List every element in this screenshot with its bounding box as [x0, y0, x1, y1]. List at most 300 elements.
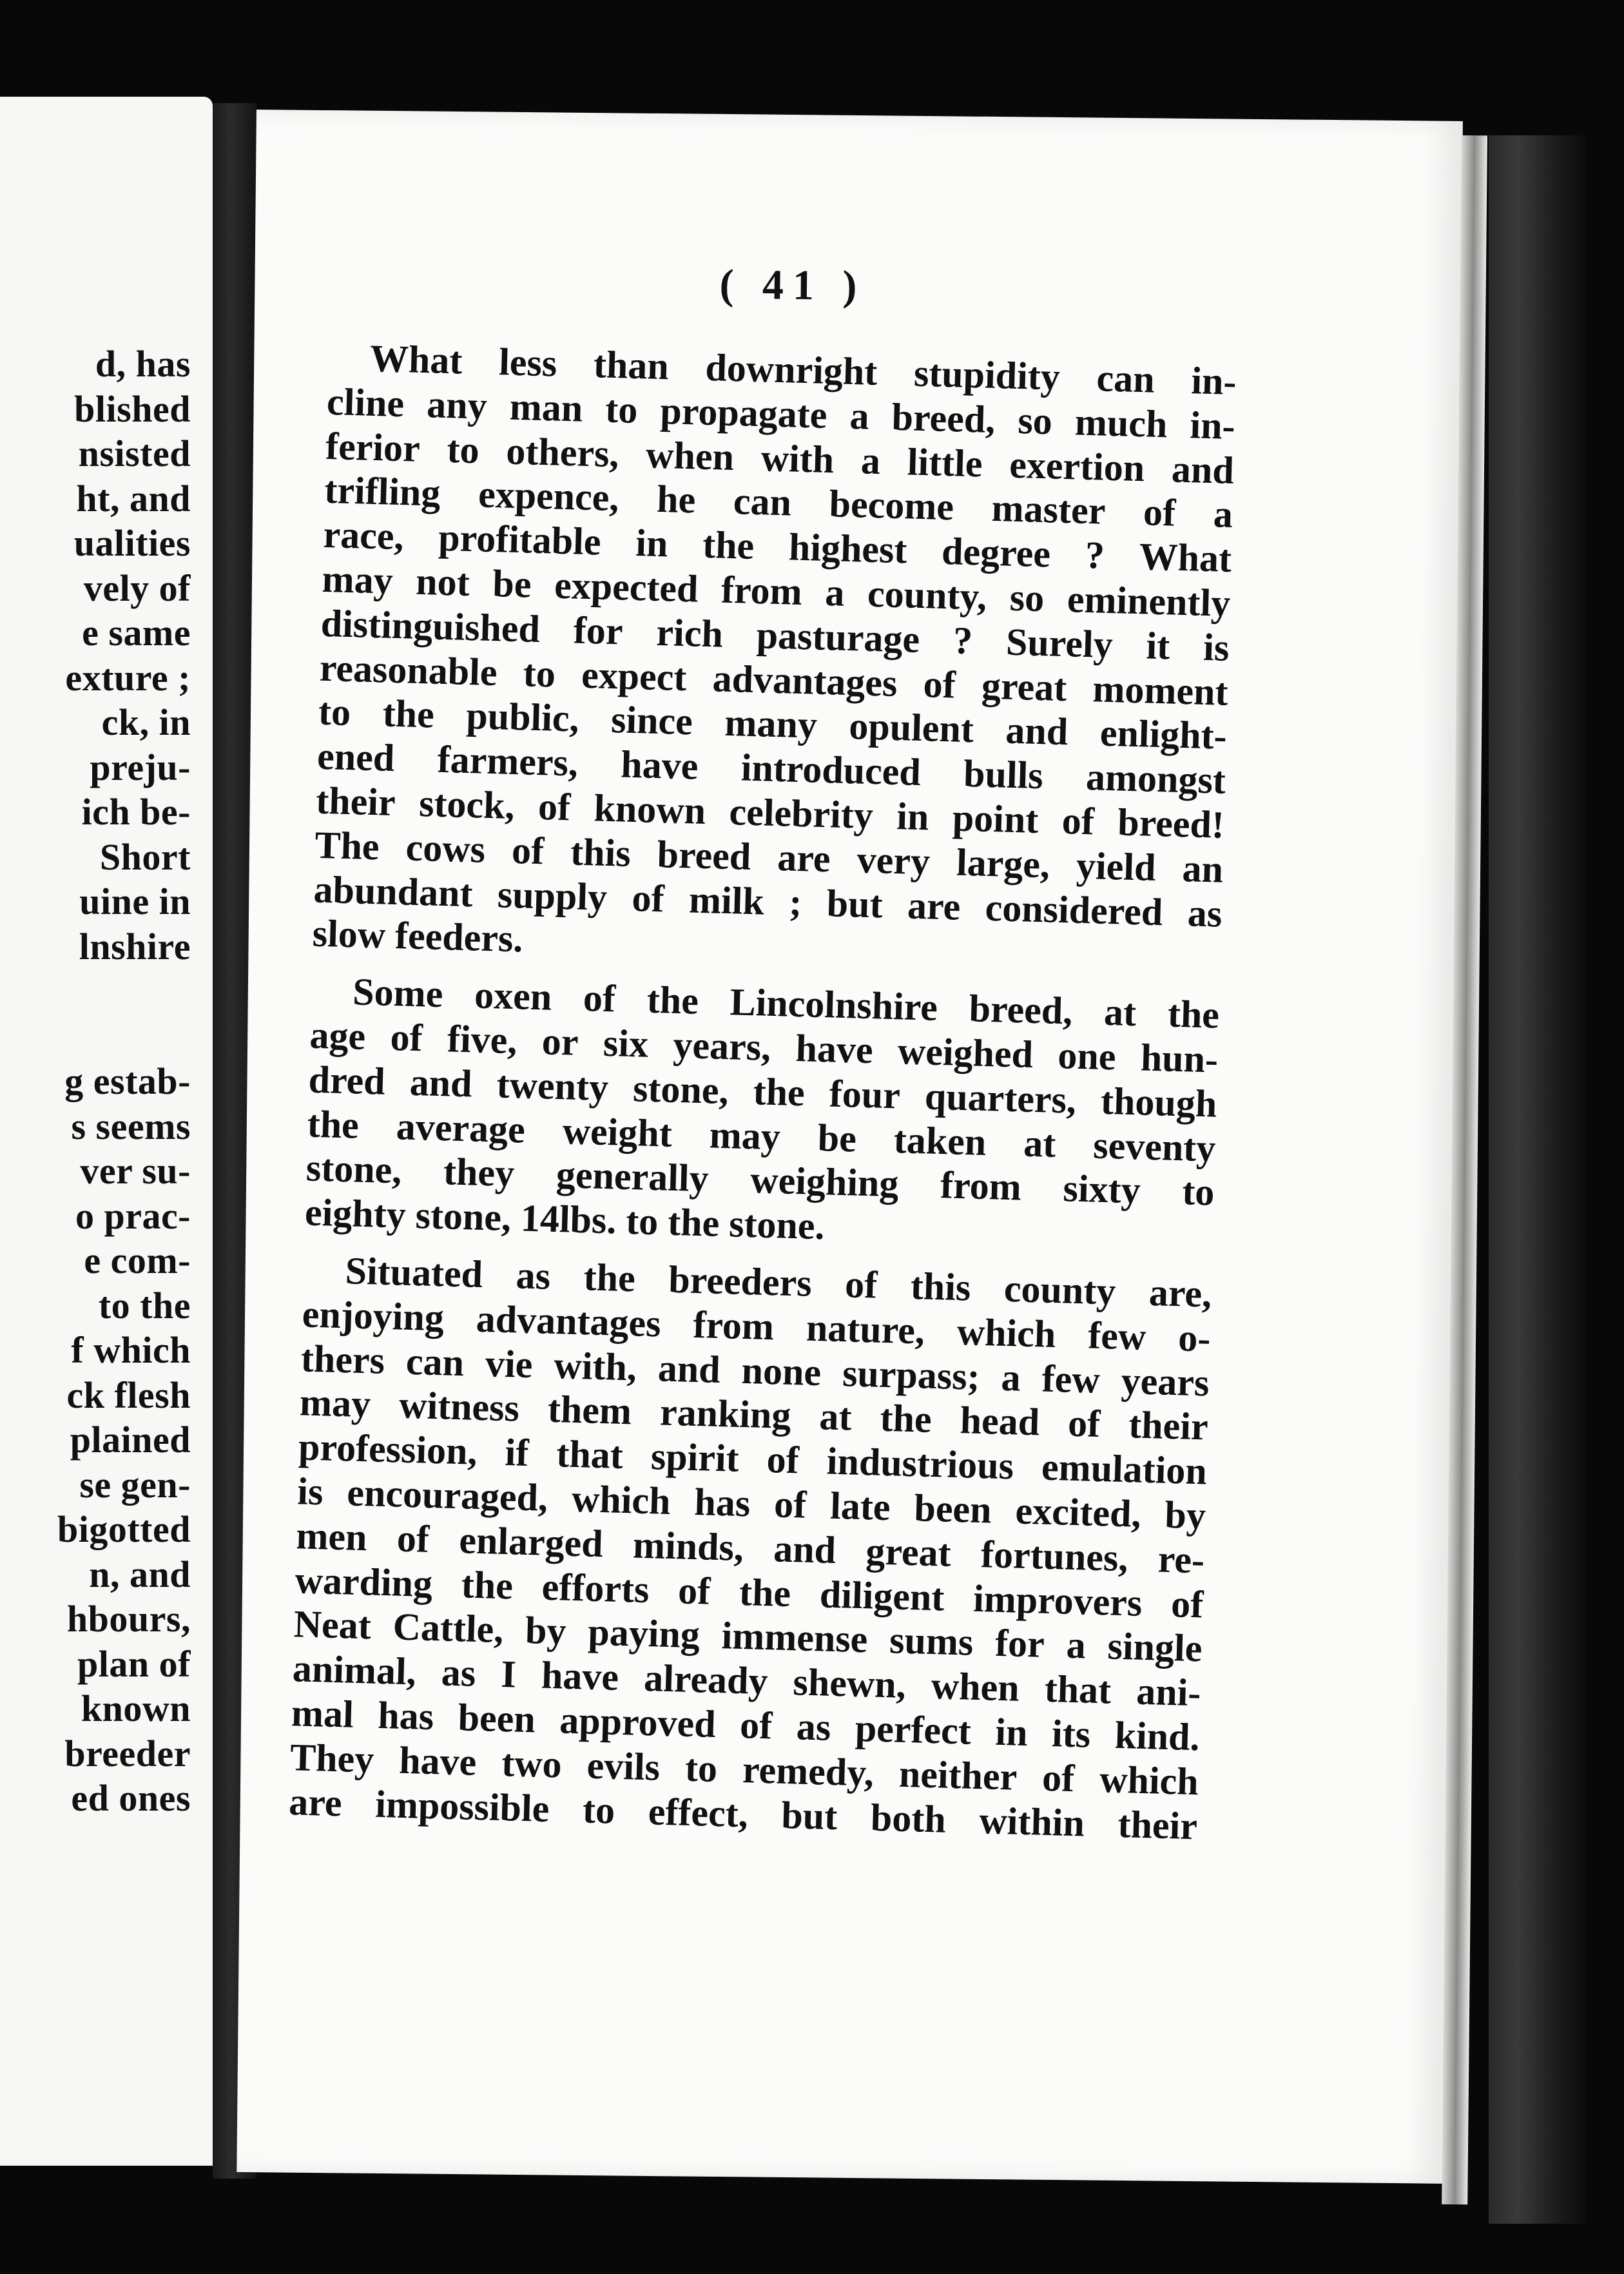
word: opulent	[848, 705, 974, 751]
facing-page-line: uine in	[79, 880, 191, 922]
word: point	[952, 796, 1039, 842]
word: o-	[1177, 1316, 1212, 1360]
word: generally	[556, 1153, 710, 1200]
word: weight	[561, 1109, 673, 1155]
word: Situated	[344, 1249, 483, 1296]
word: but	[826, 881, 884, 926]
word: surpass;	[842, 1351, 981, 1398]
book-cover-edge	[1489, 135, 1585, 2224]
word: ani-	[1136, 1669, 1202, 1715]
word: of	[389, 1015, 423, 1060]
word: if	[504, 1431, 530, 1475]
word: master	[991, 487, 1107, 533]
word: enlarged	[458, 1518, 604, 1565]
word: to	[446, 427, 480, 471]
word: considered	[984, 886, 1164, 933]
word: race,	[322, 513, 405, 558]
word: as	[796, 1705, 832, 1749]
word: to	[582, 1788, 616, 1832]
word: breed	[656, 832, 752, 878]
word: of	[396, 1517, 430, 1560]
word: at	[818, 1395, 853, 1439]
word: and	[773, 1527, 836, 1571]
text-line: slow feeders.	[311, 912, 524, 960]
facing-page-line: plan of	[77, 1642, 191, 1685]
word: of	[1041, 1756, 1076, 1800]
word: both	[870, 1796, 947, 1841]
word: very	[856, 838, 931, 883]
facing-page-line: se gen-	[79, 1463, 191, 1506]
word: years	[1120, 1359, 1210, 1404]
word: impossible	[374, 1782, 550, 1830]
facing-page-line: ck flesh	[66, 1374, 191, 1416]
word: has	[693, 1480, 751, 1525]
word: as	[515, 1254, 552, 1297]
word: for	[573, 608, 624, 653]
facing-page-line: Short	[99, 835, 191, 878]
word: be	[817, 1116, 857, 1160]
word: highest	[788, 525, 908, 572]
word: large,	[956, 841, 1050, 886]
paragraph	[304, 969, 1220, 1259]
page-number: ( 41 )	[719, 260, 866, 310]
word: than	[593, 343, 670, 388]
word: of	[537, 785, 572, 829]
word: when	[931, 1664, 1020, 1709]
word: profession,	[298, 1425, 478, 1473]
word: perfect	[855, 1706, 972, 1753]
word: advantages	[476, 1297, 662, 1345]
word: the	[461, 1562, 514, 1607]
word: their	[315, 779, 396, 824]
word: is	[1203, 625, 1230, 669]
word: to	[604, 387, 639, 431]
word: excited,	[1014, 1489, 1142, 1535]
word: are	[288, 1780, 343, 1824]
word: paying	[587, 1610, 701, 1657]
word: been	[457, 1696, 536, 1741]
word: from	[940, 1163, 1022, 1209]
word: neither	[898, 1752, 1018, 1798]
word: their	[1117, 1802, 1198, 1847]
word: can	[405, 1339, 465, 1384]
word: immense	[720, 1614, 869, 1661]
word: for	[994, 1622, 1045, 1666]
facing-page-line: ich be-	[81, 791, 191, 833]
word: mal	[291, 1691, 354, 1736]
word: has	[377, 1693, 435, 1738]
word: since	[610, 698, 693, 743]
word: so	[1009, 576, 1045, 620]
word: witness	[398, 1383, 520, 1430]
word: downright	[704, 345, 878, 394]
word: taken	[893, 1118, 987, 1163]
word: the	[307, 1102, 360, 1147]
word: to	[318, 690, 352, 734]
word: introduced	[740, 746, 922, 794]
word: be	[492, 562, 532, 606]
word: breed!	[1117, 801, 1225, 846]
word: can	[733, 480, 792, 524]
word: and	[657, 1346, 721, 1391]
word: quarters,	[924, 1074, 1077, 1122]
facing-page-line: ualities	[73, 522, 191, 564]
word: thers	[300, 1336, 385, 1382]
word: single	[1107, 1624, 1203, 1670]
word: been	[913, 1486, 992, 1531]
word: county,	[867, 572, 988, 618]
word: I	[500, 1653, 517, 1696]
word: breed,	[968, 987, 1074, 1033]
word: encouraged,	[346, 1471, 548, 1519]
word: that	[556, 1432, 624, 1477]
word: as	[441, 1651, 477, 1695]
word: hun-	[1140, 1036, 1219, 1081]
word: at	[1103, 991, 1137, 1035]
word: a	[860, 439, 881, 482]
word: already	[643, 1657, 769, 1703]
word: Cattle,	[392, 1605, 505, 1651]
word: pasturage	[755, 613, 921, 661]
word: stone,	[305, 1146, 403, 1192]
word: farmers,	[436, 737, 579, 784]
facing-page-line: n, and	[89, 1553, 191, 1595]
word: trifling	[324, 469, 441, 515]
word: breed,	[891, 395, 996, 441]
word: re-	[1157, 1537, 1205, 1582]
word: county	[1003, 1267, 1117, 1313]
text-line: eighty stone, 14lbs. to the stone.	[304, 1190, 826, 1248]
word: stock,	[418, 782, 516, 828]
facing-page-line: lnshire	[79, 925, 191, 967]
word: seventy	[1092, 1123, 1217, 1170]
word: public,	[465, 694, 580, 741]
word: rich	[655, 610, 724, 656]
word: cline	[326, 380, 405, 425]
word: are,	[1148, 1270, 1213, 1316]
word: of	[1061, 799, 1095, 843]
word: dred	[307, 1058, 386, 1103]
word: men	[295, 1514, 368, 1559]
facing-page-line: nsisted	[78, 432, 191, 474]
facing-page-line: e com-	[84, 1239, 191, 1281]
word: the	[583, 1256, 636, 1300]
word: much	[1074, 400, 1168, 446]
facing-page-line: o prac-	[75, 1194, 191, 1237]
facing-page-line: bigotted	[57, 1508, 191, 1550]
word: late	[829, 1484, 891, 1529]
facing-page-fragment	[0, 97, 213, 2166]
word: is	[296, 1470, 324, 1513]
facing-page-line: ver su-	[80, 1150, 191, 1192]
word: cows	[405, 826, 486, 871]
word: of	[583, 977, 616, 1020]
word: have	[398, 1738, 478, 1783]
word: profitable	[438, 516, 602, 563]
word: of	[844, 1263, 878, 1307]
word: emulation	[1041, 1445, 1208, 1493]
word: of	[1067, 1401, 1101, 1446]
word: expect	[581, 653, 688, 699]
word: expected	[554, 563, 699, 610]
word: this	[570, 830, 632, 875]
word: years,	[672, 1023, 772, 1069]
word: a	[849, 394, 870, 438]
word: shewn,	[792, 1660, 907, 1707]
word: of	[631, 876, 665, 920]
word: of	[922, 662, 956, 706]
word: in	[994, 1710, 1029, 1754]
word: vie	[485, 1341, 534, 1386]
word: and	[409, 1060, 473, 1105]
word: weighed	[897, 1029, 1034, 1076]
facing-page-line: preju-	[90, 746, 191, 788]
word: in	[896, 795, 930, 839]
word: in-	[1189, 403, 1236, 447]
word: two	[501, 1741, 563, 1786]
word: a	[1213, 492, 1233, 536]
word: are	[907, 884, 962, 928]
facing-page-line: ht, and	[76, 477, 191, 520]
facing-page-line: to the	[98, 1284, 191, 1326]
word: improvers	[972, 1577, 1143, 1624]
word: man	[509, 385, 584, 430]
word: ferior	[325, 424, 421, 470]
word: known	[593, 786, 706, 833]
word: which	[1099, 1757, 1199, 1803]
word: have	[620, 743, 699, 788]
word: amongst	[1085, 755, 1226, 802]
word: many	[724, 701, 818, 747]
word: ?	[952, 619, 974, 662]
word: from	[720, 568, 803, 613]
word: which	[956, 1310, 1057, 1356]
word: may	[708, 1113, 781, 1158]
word: kind.	[1114, 1713, 1201, 1759]
word: yield	[1076, 844, 1157, 889]
word: enlight-	[1099, 711, 1228, 758]
word: breeders	[668, 1258, 813, 1305]
word: evils	[586, 1744, 661, 1789]
word: within	[978, 1798, 1085, 1845]
word: when	[645, 432, 735, 478]
word: at	[1023, 1122, 1057, 1165]
word: industrious	[826, 1439, 1014, 1488]
word: few	[1041, 1357, 1101, 1401]
word: The	[314, 823, 380, 868]
word: stone,	[632, 1066, 730, 1112]
word: four	[829, 1072, 901, 1117]
facing-page-line: f which	[71, 1329, 191, 1371]
word: may	[299, 1381, 372, 1426]
word: few	[1087, 1314, 1147, 1358]
word: remedy,	[742, 1747, 875, 1794]
word: ened	[316, 734, 396, 780]
word: sums	[889, 1618, 974, 1664]
word: or	[541, 1020, 579, 1064]
word: any	[426, 382, 488, 427]
word: so	[1017, 398, 1053, 443]
word: which	[571, 1477, 672, 1522]
facing-page-line: d, has	[95, 343, 191, 385]
word: enjoying	[302, 1292, 445, 1339]
word: Neat	[293, 1602, 372, 1647]
word: to	[684, 1746, 718, 1790]
word: effect,	[648, 1789, 749, 1835]
word: as	[1186, 891, 1223, 935]
word: have	[795, 1026, 874, 1072]
word: sixty	[1062, 1167, 1141, 1212]
word: expence,	[478, 472, 620, 520]
facing-page-line: s seems	[71, 1105, 191, 1147]
word: minds,	[632, 1523, 744, 1569]
word: not	[415, 559, 470, 605]
word: warding	[294, 1558, 433, 1605]
facing-page-line: blished	[74, 387, 191, 430]
word: approved	[559, 1698, 717, 1745]
facing-page-line: g estab-	[64, 1060, 191, 1102]
word: their	[1128, 1403, 1209, 1448]
page-body-text	[289, 335, 1237, 1849]
word: bulls	[963, 752, 1044, 797]
word: the	[739, 1570, 792, 1615]
word: average	[396, 1104, 526, 1151]
word: stupidity	[913, 351, 1061, 398]
word: with	[760, 436, 835, 481]
paragraph	[289, 1247, 1213, 1848]
word: the	[1167, 992, 1220, 1036]
word: but	[780, 1793, 838, 1838]
word: efforts	[541, 1565, 650, 1611]
word: degree	[941, 530, 1051, 576]
word: less	[498, 340, 558, 385]
word: are	[777, 835, 831, 880]
word: the	[702, 523, 755, 568]
word: Surely	[1005, 620, 1114, 666]
word: moment	[1092, 666, 1229, 714]
word: supply	[497, 872, 608, 918]
word: a	[824, 570, 846, 614]
word: by	[1164, 1493, 1206, 1537]
word: with,	[553, 1343, 637, 1389]
facing-page-line: e same	[82, 612, 191, 654]
word: can	[1096, 356, 1155, 401]
facing-page-line: plained	[70, 1419, 191, 1461]
word: of	[1143, 491, 1177, 535]
facing-page-line: vely of	[83, 567, 191, 609]
word: the	[646, 978, 699, 1023]
facing-page-text	[0, 342, 191, 1821]
word: in	[635, 521, 669, 565]
word: Some	[352, 970, 444, 1016]
word: advantages	[711, 656, 898, 705]
word: though	[1100, 1079, 1218, 1125]
word: What	[369, 336, 463, 382]
facing-page-line: ck, in	[101, 701, 191, 743]
word: by	[525, 1609, 567, 1653]
word: and	[1171, 447, 1235, 492]
word: age	[309, 1013, 367, 1058]
word: of	[511, 828, 545, 873]
word: this	[910, 1264, 972, 1309]
word: weighing	[749, 1158, 900, 1205]
word: celebrity	[728, 790, 874, 837]
word: nature,	[806, 1306, 925, 1352]
word: oxen	[474, 973, 553, 1018]
word: them	[547, 1388, 632, 1433]
word: great	[981, 664, 1068, 709]
word: great	[865, 1529, 952, 1575]
word: and	[1005, 709, 1069, 753]
word: exertion	[1009, 443, 1146, 489]
facing-page-line: breeder	[64, 1732, 191, 1774]
word: ranking	[659, 1390, 792, 1437]
word: propagate	[659, 389, 828, 436]
paragraph	[312, 335, 1237, 980]
word: a	[1000, 1356, 1021, 1399]
word: twenty	[496, 1063, 609, 1109]
word: become	[828, 482, 954, 529]
word: may	[321, 557, 394, 602]
word: reasonable	[319, 646, 498, 694]
word: from	[692, 1303, 775, 1348]
word: spirit	[650, 1435, 740, 1480]
word: one	[1057, 1033, 1117, 1078]
word: What	[1138, 535, 1232, 581]
word: ?	[1084, 534, 1105, 577]
word: the	[752, 1070, 806, 1114]
word: abundant	[313, 868, 474, 915]
word: milk	[688, 878, 765, 923]
word: They	[289, 1735, 375, 1781]
word: of	[773, 1482, 807, 1526]
word: ;	[788, 880, 803, 924]
word: of	[766, 1438, 800, 1482]
facing-page-line: exture ;	[65, 656, 191, 699]
word: animal,	[292, 1647, 417, 1693]
word: of	[677, 1568, 711, 1613]
facing-page-line: hbours,	[66, 1598, 191, 1640]
word: have	[541, 1653, 619, 1699]
word: Lincolnshire	[729, 980, 938, 1029]
word: its	[1051, 1712, 1092, 1756]
word: fortunes,	[980, 1532, 1129, 1579]
word: that	[1043, 1667, 1112, 1712]
word: diligent	[819, 1572, 945, 1619]
word: five,	[447, 1017, 518, 1062]
word: to	[1181, 1170, 1215, 1214]
word: distinguished	[320, 601, 541, 650]
word: none	[740, 1348, 822, 1394]
word: they	[443, 1150, 516, 1195]
word: in-	[1190, 359, 1237, 403]
facing-page-line: known	[81, 1687, 191, 1729]
word: little	[907, 440, 983, 485]
word: others,	[505, 429, 620, 475]
word: the	[879, 1397, 933, 1441]
word: of	[1170, 1582, 1204, 1626]
word: head	[959, 1399, 1041, 1444]
word: it	[1145, 624, 1171, 668]
word: eminently	[1067, 578, 1232, 625]
facing-page-line: ed ones	[71, 1777, 191, 1819]
word: a	[1065, 1624, 1087, 1667]
word: six	[603, 1021, 649, 1065]
word: to	[523, 651, 556, 695]
word: of	[739, 1703, 773, 1747]
word: he	[656, 478, 697, 521]
facing-page-gap	[0, 969, 191, 1059]
